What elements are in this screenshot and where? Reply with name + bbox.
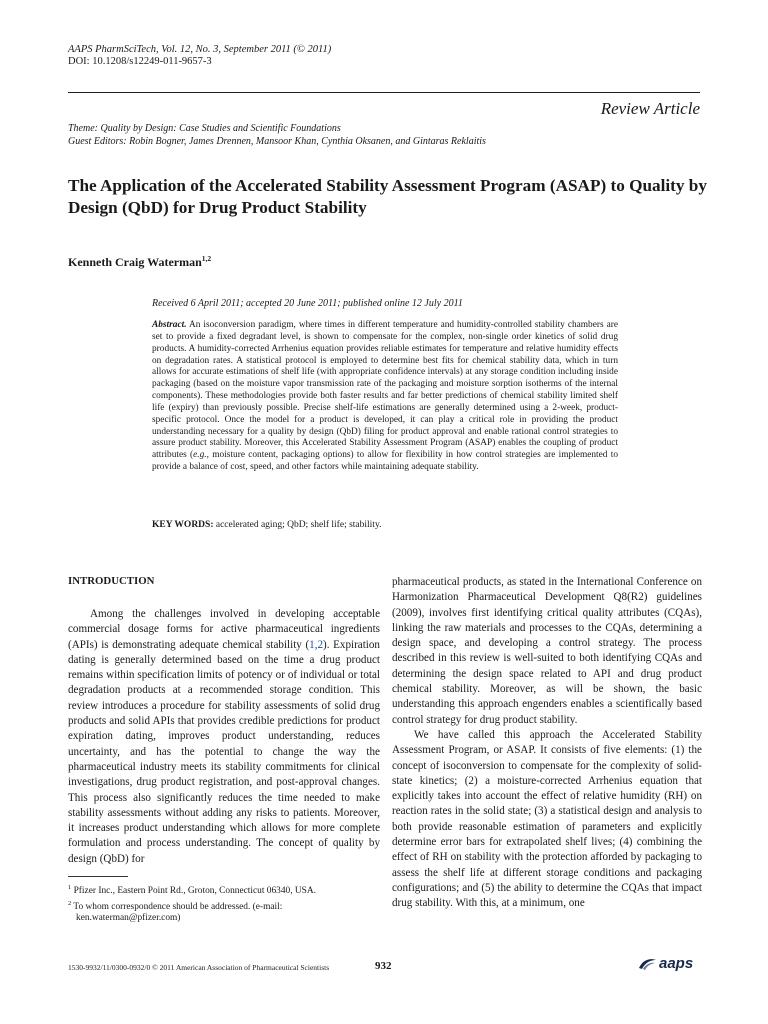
author [68, 254, 211, 270]
aaps-logo-text: aaps [659, 955, 694, 972]
abstract-label: Abstract. [152, 320, 187, 330]
keywords-label: KEY WORDS: [152, 520, 214, 530]
abstract-text-1: An isoconversion paradigm, where times in different temperature and humidity-controlled stability chambers are set to provide a fixed degradant level, is shown to compensate for the complex, non-single order kinetics of solid drug products. A humidity-corrected Arrhenius equation provides reliable estimates for temperature and relative humidity effects on degradation rates. A statistical protocol is employed to determine best fits for chemical stability data, which in turn allows for accurate estimations of shelf life (with appropriate confidence intervals) at any storage condition including inside packaging (based on the moisture vapor transmission rate of the packaging and moisture sorption isotherms of the internal components). These methodologies provide both faster results and far better predictions of chemical stability limited shelf life (expiry) than previously possible. Precise shelf-life estimations are generally determined using a 2-week, product-specific protocol. Once the model for a product is developed, it can play a critical role in providing the product understanding necessary for a quality by design (QbD) filing for product approval and enable rational control strategies to assure product stability. Moreover, this Accelerated Stability Assessment Program (ASAP) enables the coupling of product attributes ( [152, 320, 618, 461]
intro-paragraph-1 [68, 607, 380, 867]
keywords-text: accelerated aging; QbD; shelf life; stability. [213, 520, 382, 530]
intro-p1-text-b: ). Expiration dating is generally determined based on the time a drug product remains within specification limits of potency or of individual or total degradation products at a recommended storage condition. This review introduces a procedure for stability assessments of solid drug products and solid APIs that provides credible predictions for product expiration dating, improves product understanding, reduces uncertainty, and has the potential to change the way the pharmaceutical industry meets its stability commitments for clinical investigations, drug product registration, and post-approval changes. This process also significantly reduces the time needed to make stability assessments without adding any risks to patients. Moreover, it increases product understanding which allows for more complete formulation and process understanding. The concept of quality by design (QbD) for [68, 638, 380, 865]
aaps-logo [637, 955, 693, 972]
page-number: 932 [375, 960, 392, 972]
footnote-1-num: 1 [68, 884, 72, 891]
article-title: The Application of the Accelerated Stability Assessment Program (ASAP) to Quality by Design (QbD) for Drug Product Stability [68, 176, 707, 217]
citation-link[interactable]: 1,2 [309, 638, 324, 651]
abstract-text-2: , moisture content, packaging options) to allow for flexibility in how control strategies are implemented to provide a balance of cost, speed, and other factors while maintaining adequate stability. [152, 450, 618, 473]
received-dates: Received 6 April 2011; accepted 20 June 2011; published online 12 July 2011 [152, 298, 463, 309]
footnote-2-text: To whom correspondence should be addressed. (e-mail: ken.waterman@pfizer.com) [71, 901, 283, 924]
doi[interactable]: DOI: 10.1208/s12249-011-9657-3 [68, 56, 212, 67]
aaps-swoosh-icon [637, 957, 657, 971]
section-heading-introduction: INTRODUCTION [68, 575, 155, 587]
keywords [152, 520, 381, 530]
footnote-2-num: 2 [68, 899, 72, 907]
article-type: Review Article [600, 99, 700, 118]
header-rule [68, 92, 700, 93]
theme-line: Theme: Quality by Design: Case Studies and Scientific Foundations [68, 123, 341, 134]
abstract [152, 320, 618, 474]
footnotes [68, 882, 380, 925]
footnote-1 [68, 882, 380, 898]
guest-editors: Guest Editors: Robin Bogner, James Drennen, Mansoor Khan, Cynthia Oksanen, and Gintaras Reklaitis [68, 136, 486, 147]
abstract-eg: e.g. [193, 450, 207, 461]
issn-copyright: 1530-9932/11/0300-0932/0 © 2011 American Association of Pharmaceutical Scientists [68, 963, 330, 972]
author-affiliation: 1,2 [201, 254, 212, 263]
left-column [68, 607, 380, 867]
intro-paragraph-3: We have called this approach the Accelerated Stability Assessment Program, or ASAP. It consists of five elements: (1) the concept of isoconversion to compensate for the complexity of solid-state kinetics; (2) a moisture-corrected Arrhenius equation that explicitly takes into account the effect of relative humidity (RH) on reaction rates in the solid state; (3) a statistical design and analysis to both provide reasonable estimation of parameters and explicitly determine error bars for extrapolated shelf lives; (4) combining the effect of RH on stability with the protection afforded by packaging to assess the shelf life at different storage conditions and packaging configurations; and (5) the ability to determine the CQAs that impact drug stability. With this, at a minimum, one [392, 728, 702, 910]
footnote-1-text: Pfizer Inc., Eastern Point Rd., Groton, Connecticut 06340, USA. [71, 886, 317, 897]
footnote-2 [68, 898, 380, 925]
author-name: Kenneth Craig Waterman [68, 255, 202, 269]
intro-paragraph-2: pharmaceutical products, as stated in the International Conference on Harmonization Pharmaceutical Development Q8(R2) guidelines (2009), involves first identifying critical quality attributes (CQAs), linking the raw materials and processes to the CQAs, determining a design space, and developing a control strategy. The process described in this review is well-suited to both identifying CQAs and determining the design space related to API and drug product chemical stability. Moreover, as will be shown, the basic understanding this approach engenders enables a scientifically based control strategy for drug product stability. [392, 576, 702, 726]
intro-p1-text-a: Among the challenges involved in developing acceptable commercial dosage forms for active pharmaceutical ingredients (APIs) is demonstrating adequate chemical stability ( [68, 608, 380, 651]
right-column [392, 575, 702, 912]
journal-citation: AAPS PharmSciTech, Vol. 12, No. 3, September 2011 (© 2011) [68, 44, 332, 55]
footnote-rule [68, 876, 128, 877]
